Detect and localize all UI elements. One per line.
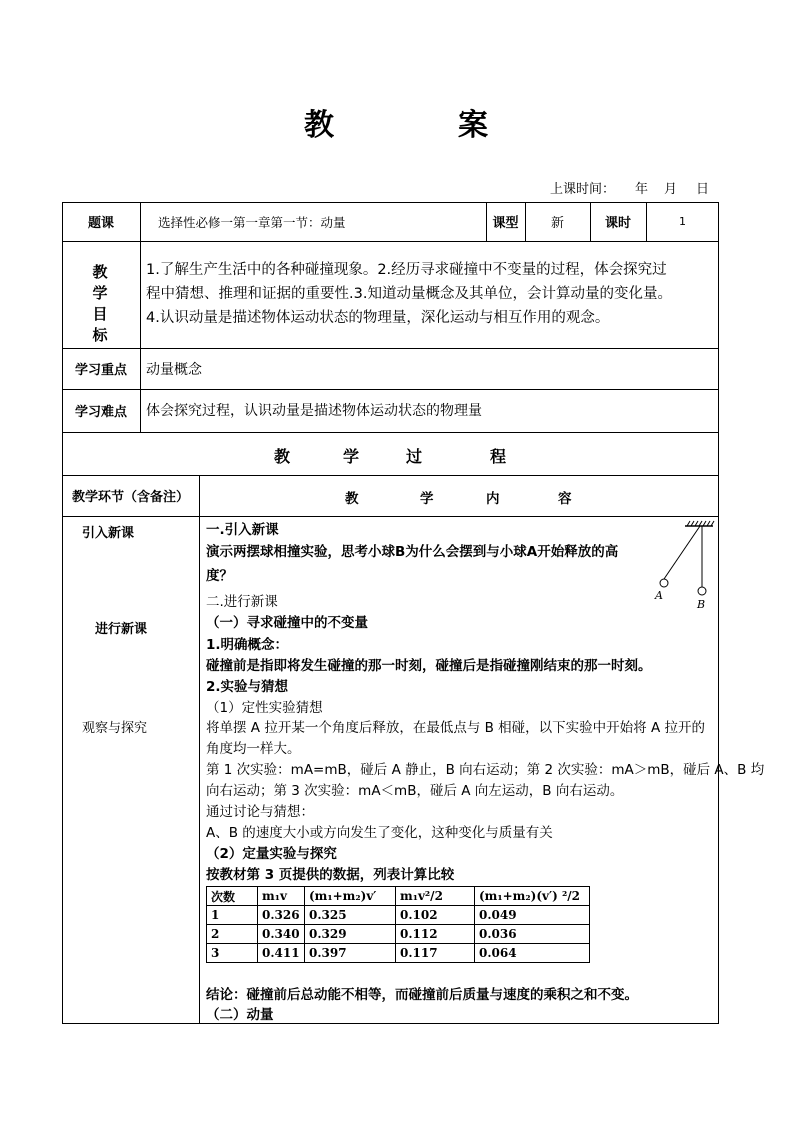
class-time-label: 上课时间： <box>550 182 616 197</box>
segment-intro: 引入新课 <box>82 526 135 541</box>
table-cell: 0.064 <box>475 944 590 963</box>
ball-b <box>698 587 706 595</box>
table-header-cell: 次数 <box>207 887 258 906</box>
table-header-cell: m₁v²/2 <box>396 887 475 906</box>
difficulty-label: 学习难点 <box>74 405 127 420</box>
table-cell: 0.117 <box>396 944 475 963</box>
segment-new-lesson: 进行新课 <box>95 622 148 637</box>
objectives-label: 教 学 目 标 <box>92 263 108 344</box>
table-cell: 0.112 <box>396 925 475 944</box>
table-cell: 1 <box>207 906 258 925</box>
title-char-2: 案 <box>458 108 488 143</box>
key-point-value: 动量概念 <box>146 362 202 378</box>
table-cell: 2 <box>207 925 258 944</box>
table-cell: 0.049 <box>475 906 590 925</box>
table-cell: 3 <box>207 944 258 963</box>
string-a <box>664 526 700 579</box>
table-cell: 0.411 <box>258 944 305 963</box>
type-label: 课型 <box>492 216 519 231</box>
page-title <box>300 100 500 143</box>
topic-label: 题课 <box>87 216 114 231</box>
table-cell: 0.329 <box>305 925 396 944</box>
table-header-cell: m₁v <box>258 887 305 906</box>
table-cell: 0.102 <box>396 906 475 925</box>
table-cell: 0.326 <box>258 906 305 925</box>
table-header-cell: (m₁+m₂)(v′) ²/2 <box>475 887 590 906</box>
table-cell: 0.397 <box>305 944 396 963</box>
year-label: 年 <box>635 182 649 197</box>
ball-b-label: B <box>697 598 706 611</box>
table-cell: 0.036 <box>475 925 590 944</box>
ball-a-label: A <box>655 589 663 602</box>
period-label: 课时 <box>604 216 631 231</box>
table-cell: 0.340 <box>258 925 305 944</box>
segment-column-header: 教学环节（含备注） <box>71 490 189 505</box>
table-row <box>207 925 590 944</box>
topic-value: 选择性必修一第一章第一节：动量 <box>158 214 346 230</box>
day-label: 日 <box>696 182 710 197</box>
key-point-label: 学习重点 <box>74 363 127 378</box>
table-row <box>207 906 590 925</box>
table-cell: 0.325 <box>305 906 396 925</box>
period-value: 1 <box>679 215 686 228</box>
title-char-1: 教 <box>304 108 334 143</box>
content-column-header: 教 学 内 容 <box>345 491 572 507</box>
table-row <box>207 944 590 963</box>
month-label: 月 <box>664 182 678 197</box>
pendulum-figure <box>645 520 717 612</box>
table-header-cell: (m₁+m₂)v′ <box>305 887 396 906</box>
process-heading: 教 学 过 程 <box>274 447 507 466</box>
segment-observe: 观察与探究 <box>82 721 148 736</box>
ball-a <box>660 579 668 587</box>
type-value: 新 <box>550 216 564 231</box>
objectives-text: 1.了解生产生活中的各种碰撞现象。2.经历寻求碰撞中不变量的过程，体会探究过 程中猜想、推理和证据的重要性.3.知道动量概念及其单位，会计算动量的变化量。 4.认识动量是描述物体运动状态的物理量，深化运动与相互作用的观念。 <box>146 262 672 326</box>
table-header-row <box>207 887 590 906</box>
data-table <box>206 886 590 963</box>
difficulty-value: 体会探究过程，认识动量是描述物体运动状态的物理量 <box>146 403 482 419</box>
